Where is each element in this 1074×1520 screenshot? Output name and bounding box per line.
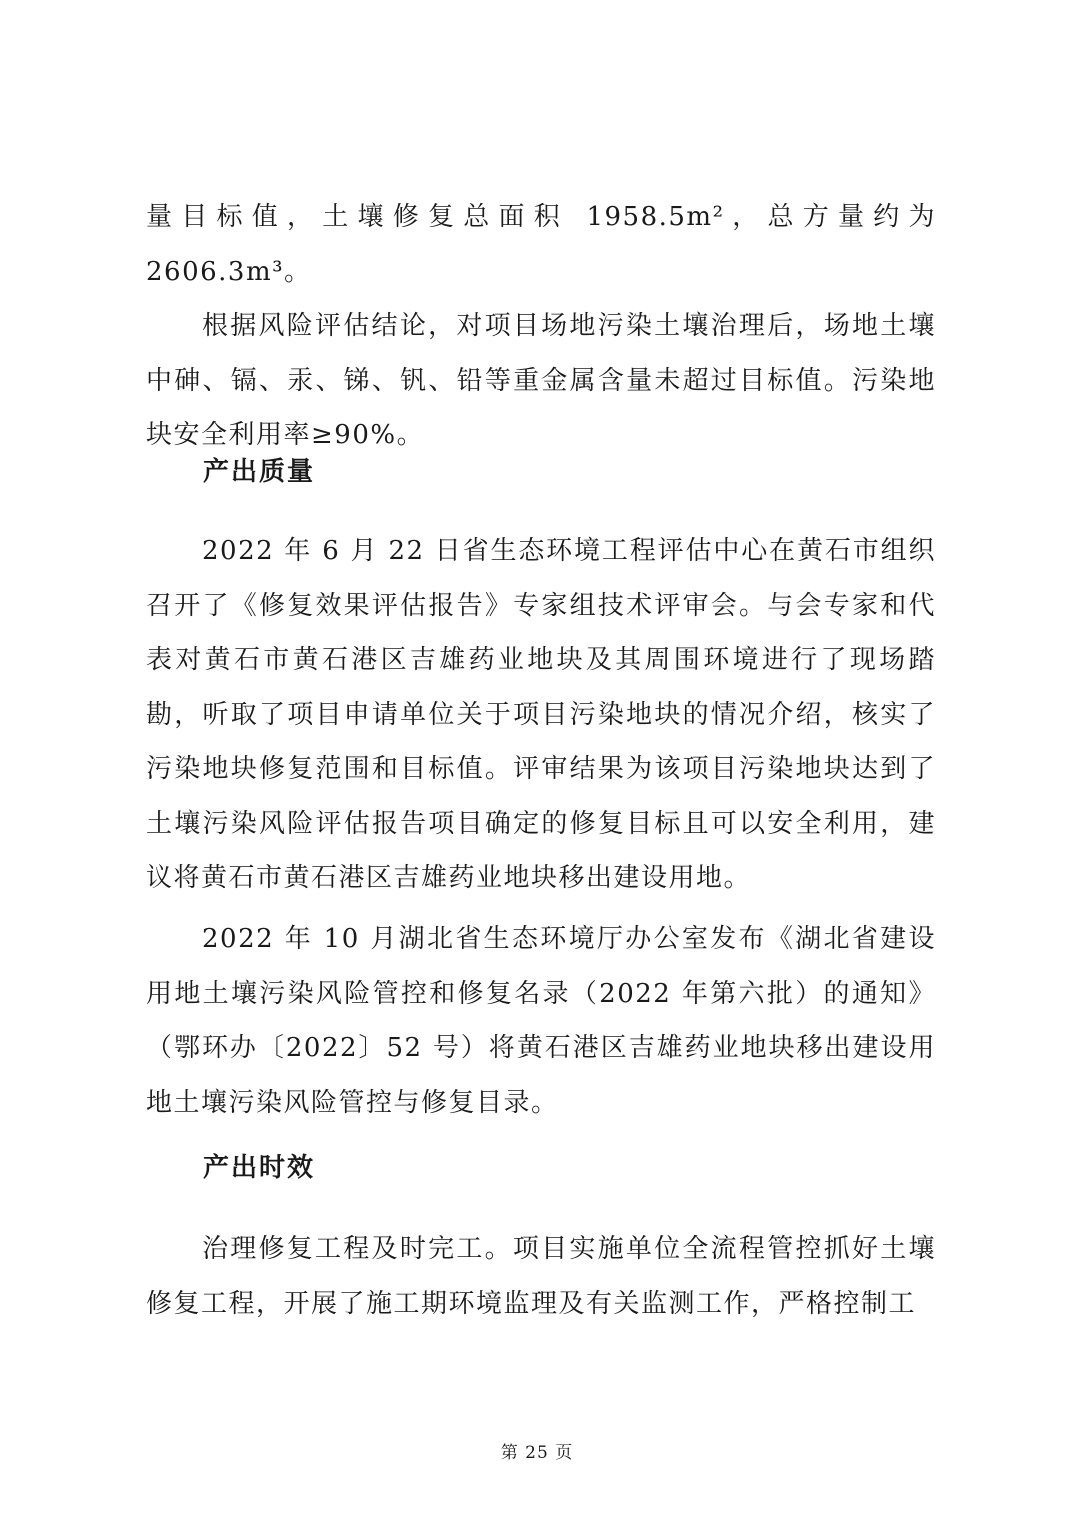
body-text-top: [146, 190, 936, 463]
paragraph-expert-review: 2022 年 6 月 22 日省生态环境工程评估中心在黄石市组织召开了《修复效果评估报告》专家组技术评审会。与会专家和代表对黄石市黄石港区吉雄药业地块及其周围环境进行了现场踏勘，听取了项目申请单位关于项目污染地块的情况介绍，核实了污染地块修复范围和目标值。评审结果为该项目污染地块达到了土壤污染风险评估报告项目确定的修复目标且可以安全利用，建议将黄石市黄石港区吉雄药业地块移出建设用地。: [146, 536, 936, 893]
heading-output-quality: 产出质量: [203, 457, 316, 487]
body-text-directory: [146, 912, 936, 1130]
paragraph-project-completion: 治理修复工程及时完工。项目实施单位全流程管控抓好土壤修复工程，开展了施工期环境监理及有关监测工作，严格控制工: [146, 1234, 936, 1319]
paragraph-directory-removal: 2022 年 10 月湖北省生态环境厅办公室发布《湖北省建设用地土壤污染风险管控和修复名录（2022 年第六批）的通知》（鄂环办〔2022〕52 号）将黄石港区吉雄药业地块移出建设用地土壤污染风险管控与修复目录。: [146, 924, 936, 1118]
heading-output-timeliness: 产出时效: [203, 1153, 316, 1183]
paragraph-risk-assessment: 根据风险评估结论，对项目场地污染土壤治理后，场地土壤中砷、镉、汞、锑、钒、铅等重金属含量未超过目标值。污染地块安全利用率≥90%。: [146, 311, 936, 450]
paragraph-continuation: 量目标值，土壤修复总面积 1958.5m²，总方量约为 2606.3m³。: [146, 202, 936, 287]
body-text-timeliness: [146, 1222, 936, 1331]
body-text-quality: [146, 524, 936, 906]
page-number: 第 25 页: [500, 1443, 574, 1463]
